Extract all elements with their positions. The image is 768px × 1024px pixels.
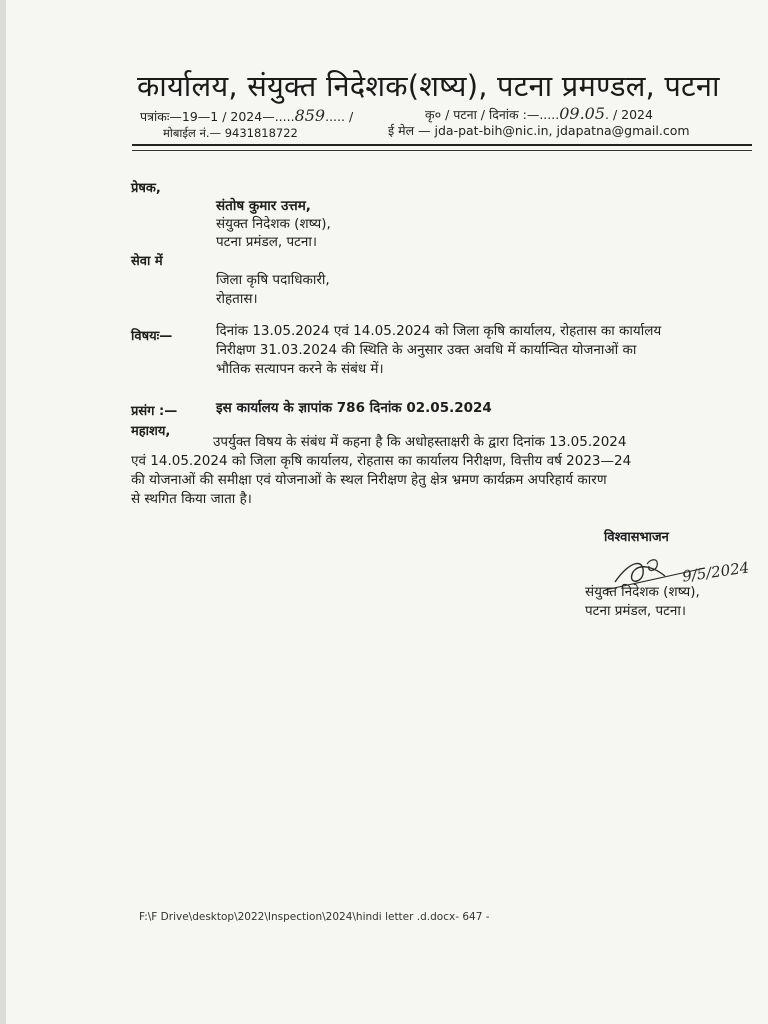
subject-line: दिनांक 13.05.2024 एवं 14.05.2024 को जिला कृषि कार्यालय, रोहतास का कार्यालय bbox=[216, 323, 662, 339]
recipient-place: रोहतास। bbox=[216, 291, 258, 307]
letter-number-prefix: पत्रांकः—19—1 / 2024—..... bbox=[140, 109, 295, 124]
subject-text bbox=[216, 322, 716, 379]
subject-line: भौतिक सत्यापन करने के संबंध में। bbox=[216, 361, 384, 377]
closing-yours: विश्वासभाजन bbox=[604, 530, 669, 545]
sender-designation: संयुक्त निदेशक (शष्य), bbox=[216, 216, 331, 232]
body-line-first: उपर्युक्त विषय के संबंध में कहना है कि अधोहस्ताक्षरी के द्वारा दिनांक 13.05.2024 bbox=[213, 434, 627, 450]
body-line: की योजनाओं की समीक्षा एवं योजनाओं के स्थल निरीक्षण हेतु क्षेत्र भ्रमण कार्यक्रम अपरिहार्य कारण bbox=[131, 472, 607, 488]
body-line: एवं 14.05.2024 को जिला कृषि कार्यालय, रोहतास का कार्यालय निरीक्षण, वित्तीय वर्ष 2023—24 bbox=[131, 453, 632, 469]
file-path-footer: F:\F Drive\desktop\2022\Inspection\2024\hindi letter .d.docx- 647 - bbox=[139, 911, 490, 923]
letter-date-handwritten: 09.05 bbox=[559, 104, 606, 123]
closing-designation: संयुक्त निदेशक (शष्य), bbox=[585, 584, 700, 600]
closing-place: पटना प्रमंडल, पटना। bbox=[585, 603, 687, 619]
signature-date: 9/5/2024 bbox=[681, 558, 751, 586]
sender-place: पटना प्रमंडल, पटना। bbox=[216, 234, 318, 250]
body-line: से स्थगित किया जाता है। bbox=[131, 491, 252, 507]
email-line: ई मेल — jda-pat-bih@nic.in, jdapatna@gmail.com bbox=[388, 123, 690, 138]
sender-name: संतोष कुमार उत्तम, bbox=[216, 198, 311, 214]
subject-label: विषयः— bbox=[131, 329, 173, 344]
recipient-label: सेवा में bbox=[131, 254, 163, 269]
header-rule-thick bbox=[132, 144, 752, 146]
sender-label: प्रेषक, bbox=[131, 181, 161, 196]
letter-date-prefix: कृ० / पटना / दिनांक :—..... bbox=[425, 107, 560, 122]
office-title: कार्यालय, संयुक्त निदेशक(शष्य), पटना प्रमण्डल, पटना bbox=[137, 69, 720, 103]
reference-text: इस कार्यालय के ज्ञापांक 786 दिनांक 02.05.2024 bbox=[216, 400, 492, 416]
letter-date bbox=[425, 104, 653, 123]
letter-number bbox=[140, 106, 353, 125]
scan-edge bbox=[0, 0, 6, 1024]
subject-line: निरीक्षण 31.03.2024 की स्थिति के अनुसार उक्त अवधि में कार्यान्वित योजनाओं का bbox=[216, 342, 637, 358]
letter-number-handwritten: 859 bbox=[294, 106, 326, 125]
reference-label: प्रसंग :— bbox=[131, 404, 178, 419]
mobile-number: मोबाईल नं.— 9431818722 bbox=[163, 126, 298, 140]
letter-number-suffix: ..... / bbox=[325, 109, 354, 124]
salutation: महाशय, bbox=[131, 424, 171, 439]
recipient-designation: जिला कृषि पदाधिकारी, bbox=[216, 272, 330, 288]
header-rule-thin bbox=[132, 150, 752, 151]
letter-date-suffix: . / 2024 bbox=[605, 107, 653, 122]
